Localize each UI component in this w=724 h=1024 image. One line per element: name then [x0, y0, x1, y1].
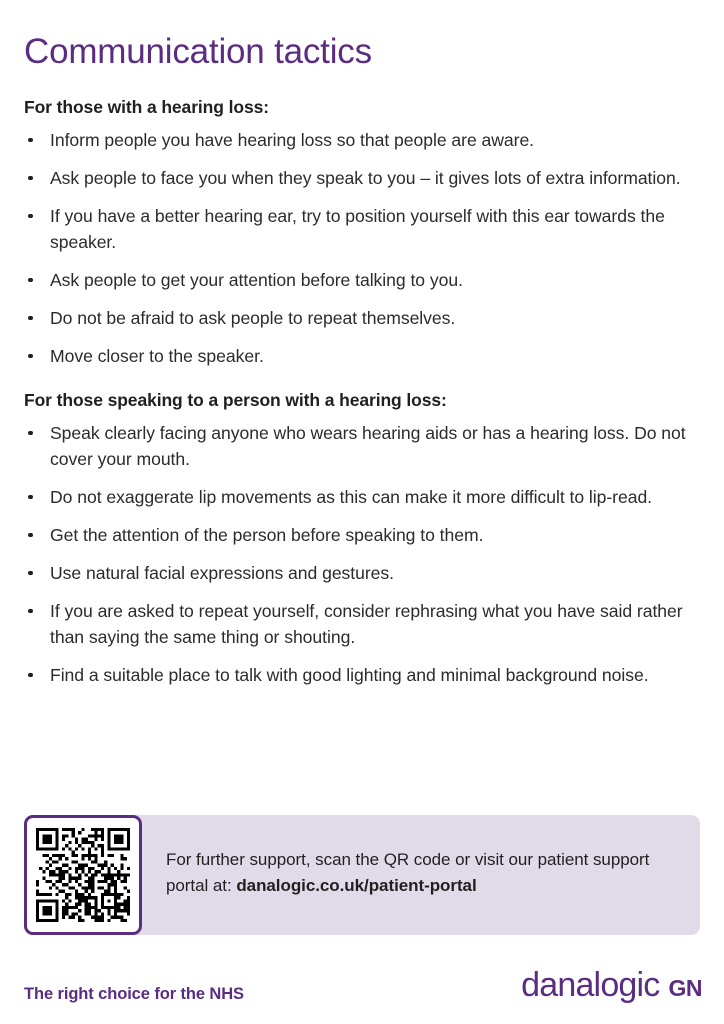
- list-item: [24, 420, 692, 472]
- list-item: [24, 165, 692, 191]
- bullet-dot-icon: [28, 214, 33, 219]
- bullet-dot-icon: [28, 495, 33, 500]
- list-item-text: Get the attention of the person before speaking to them.: [50, 524, 484, 545]
- list-item-text: Speak clearly facing anyone who wears hearing aids or has a hearing loss. Do not cover your mouth.: [50, 422, 686, 469]
- patient-portal-url[interactable]: danalogic.co.uk/patient-portal: [236, 876, 477, 896]
- bullet-dot-icon: [28, 354, 33, 359]
- bullet-dot-icon: [28, 673, 33, 678]
- list-item-text: Do not be afraid to ask people to repeat themselves.: [50, 307, 456, 328]
- page-title: Communication tactics: [24, 32, 372, 72]
- section-heading: For those speaking to a person with a hearing loss:: [24, 389, 447, 410]
- list-item: [24, 203, 692, 255]
- list-item: [24, 662, 692, 688]
- brand-wordmark: danalogic: [521, 966, 660, 1004]
- callout-text: [166, 847, 682, 900]
- qr-code-icon[interactable]: [36, 828, 130, 922]
- callout-lead-text: For further support, scan the QR code or visit our patient support portal at:: [166, 850, 650, 896]
- list-item-text: Ask people to face you when they speak to you – it gives lots of extra information.: [50, 167, 681, 188]
- section-heading: For those with a hearing loss:: [24, 97, 269, 117]
- support-callout: [24, 815, 700, 935]
- bullet-dot-icon: [28, 316, 33, 321]
- list-item-text: Find a suitable place to talk with good lighting and minimal background noise.: [50, 664, 649, 685]
- qr-code-card: [24, 815, 142, 935]
- bullet-list: [24, 420, 692, 688]
- list-item-text: Inform people you have hearing loss so that people are aware.: [50, 129, 535, 150]
- list-item: [24, 484, 692, 510]
- list-item: [24, 560, 692, 586]
- list-item-text: Ask people to get your attention before talking to you.: [50, 269, 463, 290]
- list-item: [24, 598, 692, 650]
- list-item: [24, 305, 692, 331]
- list-item-text: Do not exaggerate lip movements as this can make it more difficult to lip-read.: [50, 486, 653, 507]
- list-item-text: Move closer to the speaker.: [50, 345, 264, 366]
- list-item: [24, 343, 692, 369]
- danalogic-gn-logo: [521, 968, 702, 1002]
- list-item: [24, 127, 692, 153]
- bullet-dot-icon: [28, 571, 33, 576]
- footer-tagline: The right choice for the NHS: [24, 985, 244, 1003]
- bullet-dot-icon: [28, 278, 33, 283]
- bullet-dot-icon: [28, 431, 33, 436]
- brand-gn-mark: GN: [668, 975, 702, 1001]
- bullet-dot-icon: [28, 138, 33, 143]
- section-speaking-to-person: [24, 389, 692, 688]
- bullet-dot-icon: [28, 609, 33, 614]
- bullet-list: [24, 127, 692, 369]
- section-hearing-loss: [24, 96, 692, 369]
- list-item: [24, 267, 692, 293]
- body-content: [24, 96, 692, 688]
- bullet-dot-icon: [28, 176, 33, 181]
- list-item: [24, 522, 692, 548]
- list-item-text: Use natural facial expressions and gestures.: [50, 562, 394, 583]
- list-item-text: If you are asked to repeat yourself, consider rephrasing what you have said rather than saying the same thing or shouting.: [50, 600, 683, 647]
- list-item-text: If you have a better hearing ear, try to position yourself with this ear towards the speaker.: [50, 205, 665, 252]
- bullet-dot-icon: [28, 533, 33, 538]
